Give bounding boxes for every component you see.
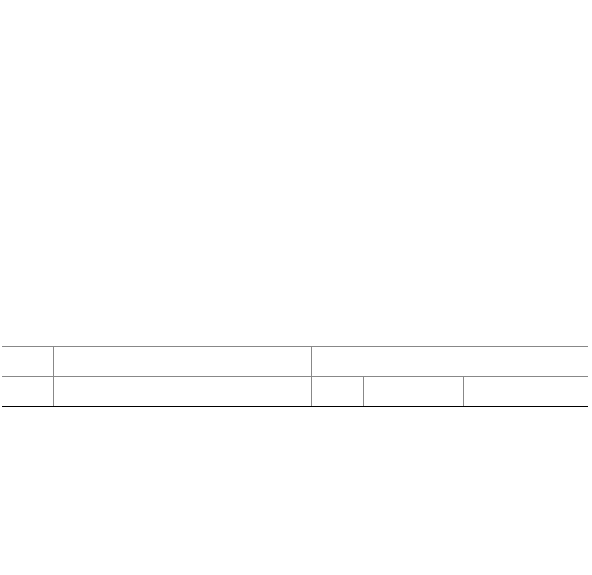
lung-sub-empty: [53, 377, 311, 407]
sub-not-detected: [311, 377, 363, 407]
table2: [2, 346, 588, 407]
sub-aortic: [463, 377, 588, 407]
row-header-line: [2, 377, 53, 407]
group-lung-abnormal: [53, 347, 311, 377]
row-header-line: [2, 347, 53, 377]
sub-pear-shaped: [363, 377, 463, 407]
group-heart-enlarged: [311, 347, 588, 377]
